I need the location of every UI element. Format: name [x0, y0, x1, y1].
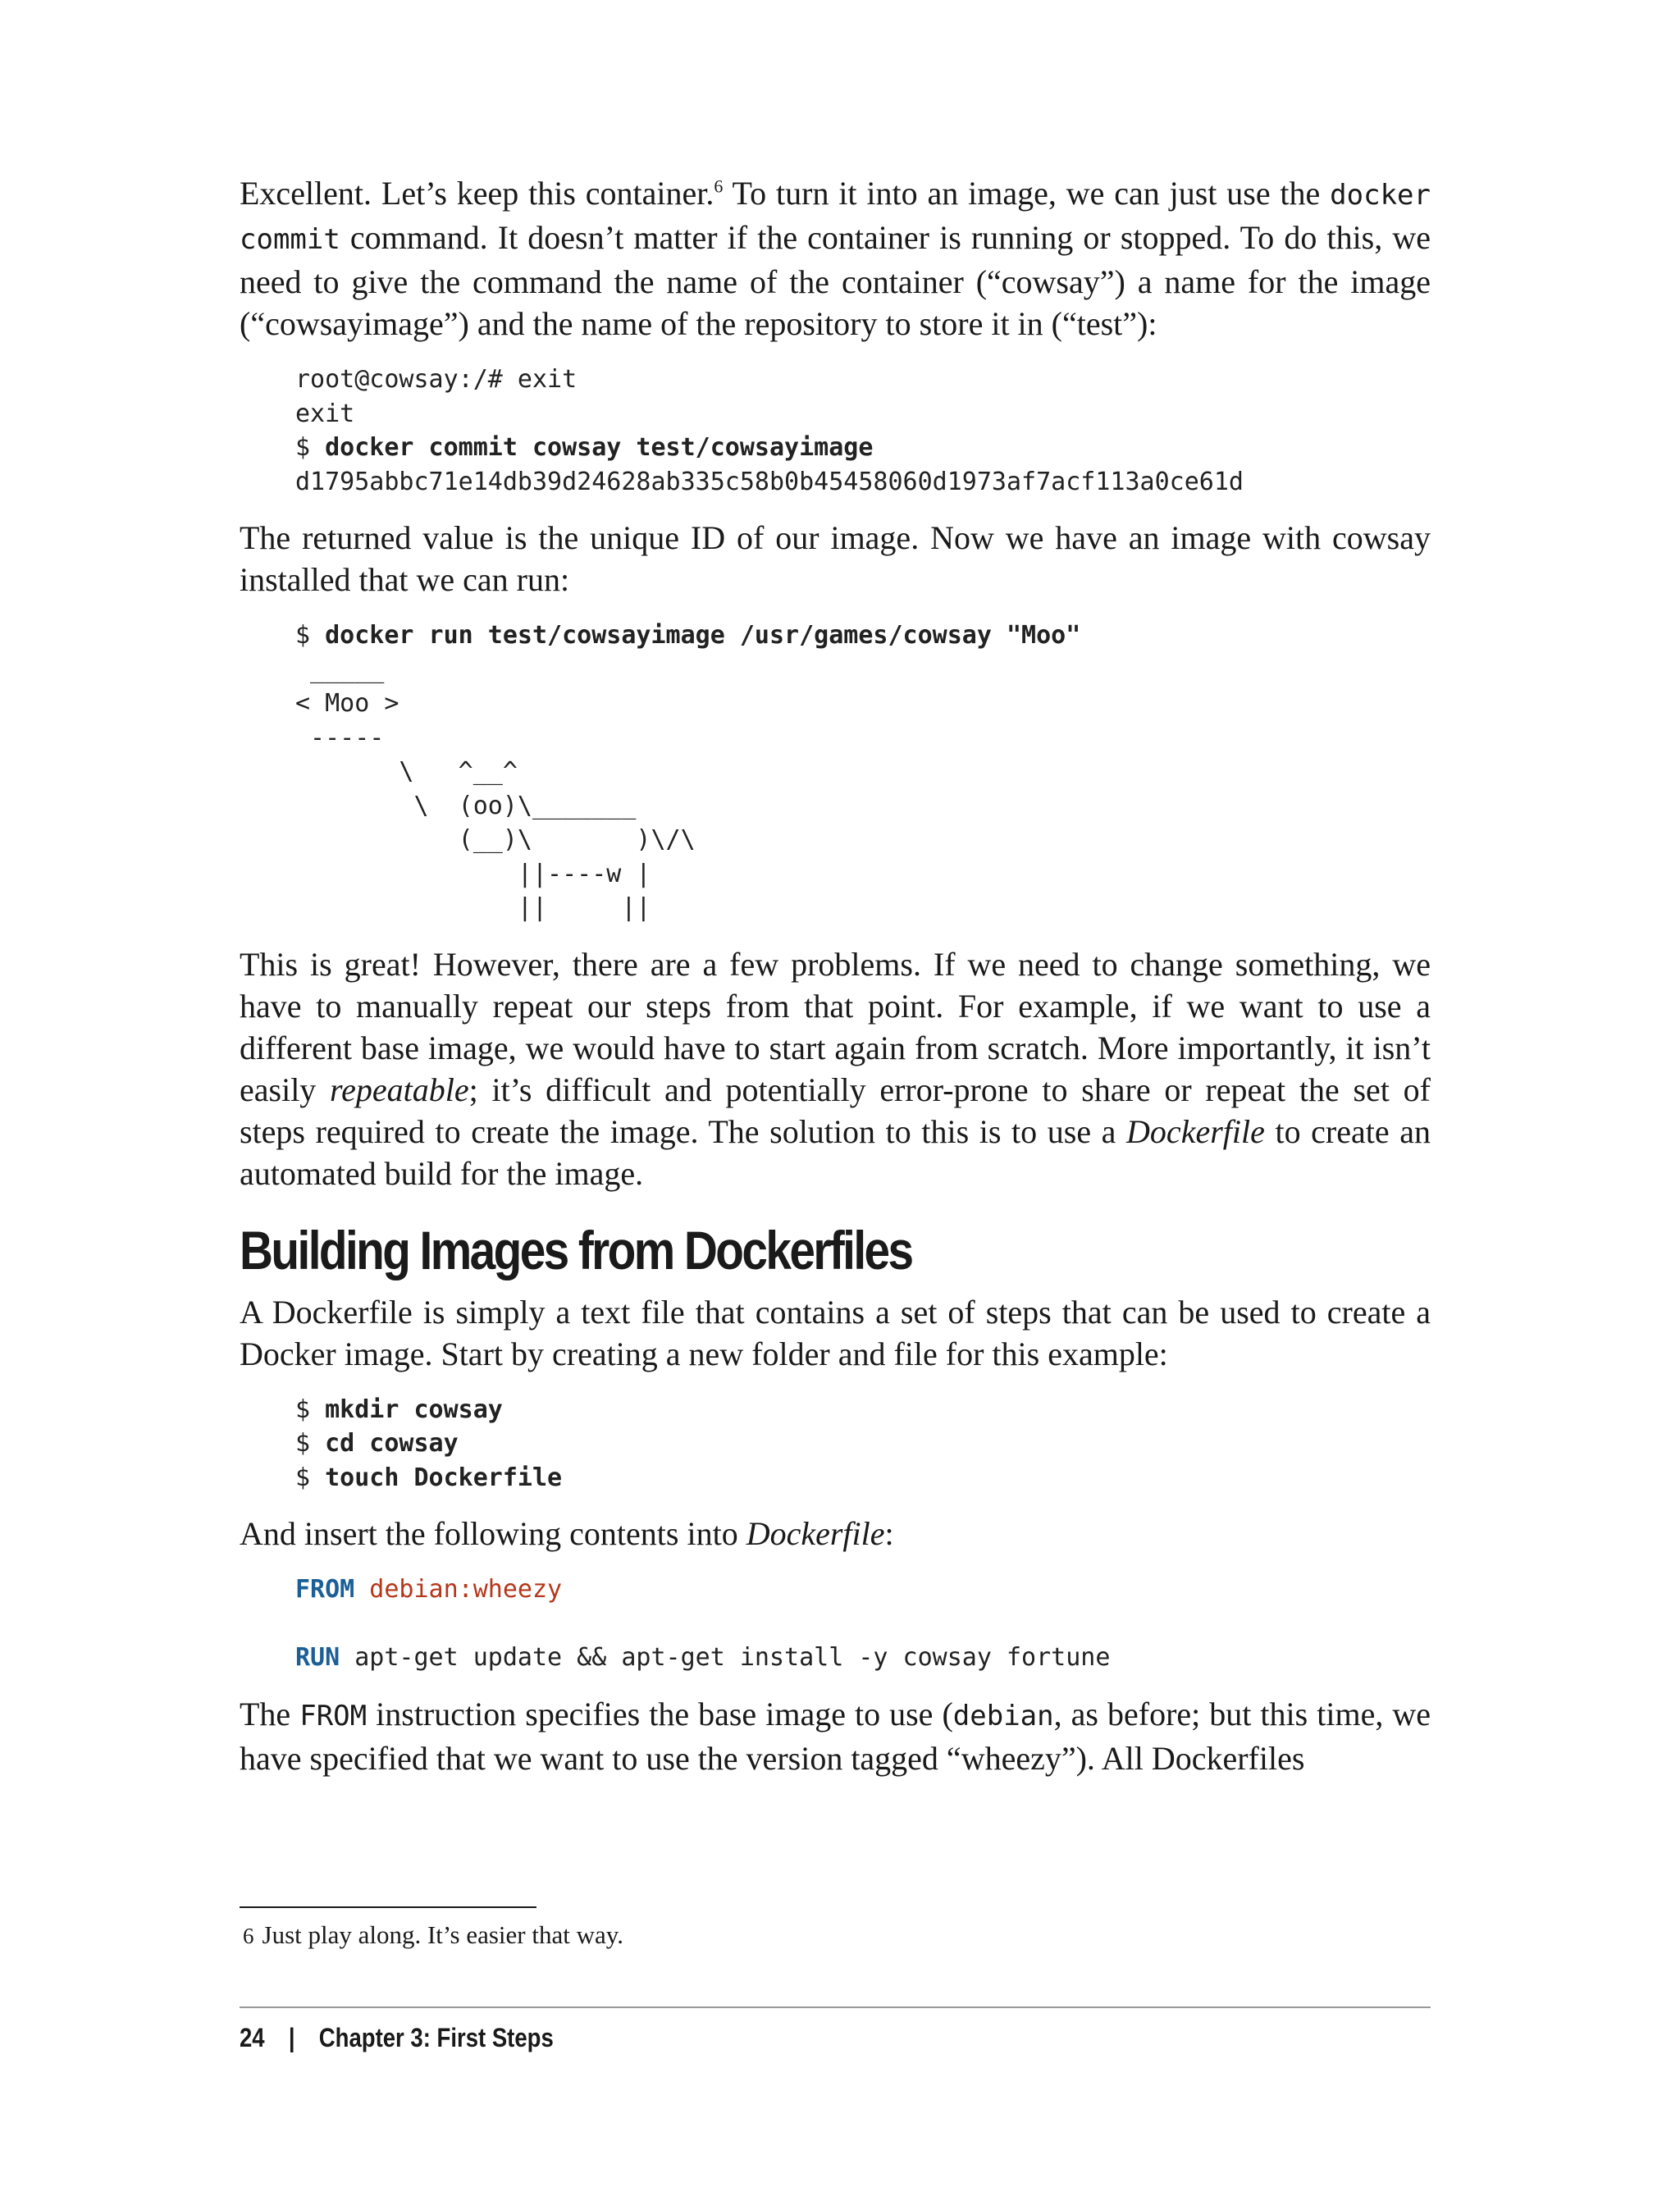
footnote — [243, 1919, 623, 1952]
code-block-dockerfile: FROM debian:wheezy RUN apt-get update && apt-get install -y cowsay fortune — [295, 1575, 1111, 1672]
footnote-text: Just play along. It’s easier that way. — [262, 1920, 623, 1949]
page-content — [240, 172, 1431, 1779]
footer-separator: | — [288, 2023, 295, 2052]
chapter-title: Chapter 3: First Steps — [318, 2023, 554, 2052]
page-footer — [240, 2021, 554, 2054]
footnote-number: 6 — [243, 1924, 254, 1948]
code-block-commit: root@cowsay:/# exit exit $ docker commit cowsay test/cowsayimage d1795abbc71e14db39d24628ab335c58b0b45458060d1973af7acf113a0ce61d — [295, 365, 1244, 496]
cowsay-output: _____ < Moo > ----- \ ^__^ \ (oo)\_______ (__)\ )\/\ ||----w | || || — [295, 655, 696, 922]
paragraph-returned-value: The returned value is the unique ID of our image. Now we have an image with cowsay installed that we can run: — [240, 519, 1431, 598]
code-block-run-cowsay: $ docker run test/cowsayimage /usr/games/cowsay "Moo" _____ < Moo > ----- \ ^__^ \ (oo)\_______ (__)\ )\/\ ||----w | || || — [295, 621, 1081, 922]
paragraph-problems: This is great! However, there are a few problems. If we need to change something, we have to manually repeat our steps from that point. For example, if we want to use a different base image, we would have to start again from scratch. More importantly, it isn’t easily repeatable; it’s difficult and potentially error-prone to share or repeat the set of steps required to create the image. The solution to this is to use a Dockerfile to create an automated build for the image. — [240, 945, 1431, 1192]
footnote-divider — [240, 1906, 536, 1908]
paragraph-dockerfile-intro: A Dockerfile is simply a text file that contains a set of steps that can be used to create a Docker image. Start by creating a new folder and file for this example: — [240, 1293, 1431, 1372]
paragraph-insert-contents: And insert the following contents into Dockerfile: — [240, 1515, 894, 1552]
inline-code: docker commit — [240, 179, 1431, 256]
footer-divider — [240, 2006, 1431, 2008]
paragraph-from-instruction: The FROM instruction specifies the base image to use (debian, as before; but this time, we have specified that we want to use the version tagged “wheezy”). All Dockerfiles — [240, 1695, 1431, 1777]
code-block-mkdir: $ mkdir cowsay $ cd cowsay $ touch Dockerfile — [295, 1395, 563, 1492]
section-heading: Building Images from Dockerfiles — [240, 1219, 912, 1281]
page-number: 24 — [240, 2023, 265, 2052]
paragraph-intro: Excellent. Let’s keep this container.$^6$ To turn it into an image, we can just use the docker commit command. It doesn’t matter if the container is running or stopped. To do this, we need to give the command the name of the container (“cowsay”) a name for the image (“cowsayimage”) and the name of the repository to store it in (“test”): — [240, 175, 1431, 342]
footnote-ref[interactable]: 6 — [714, 176, 724, 197]
